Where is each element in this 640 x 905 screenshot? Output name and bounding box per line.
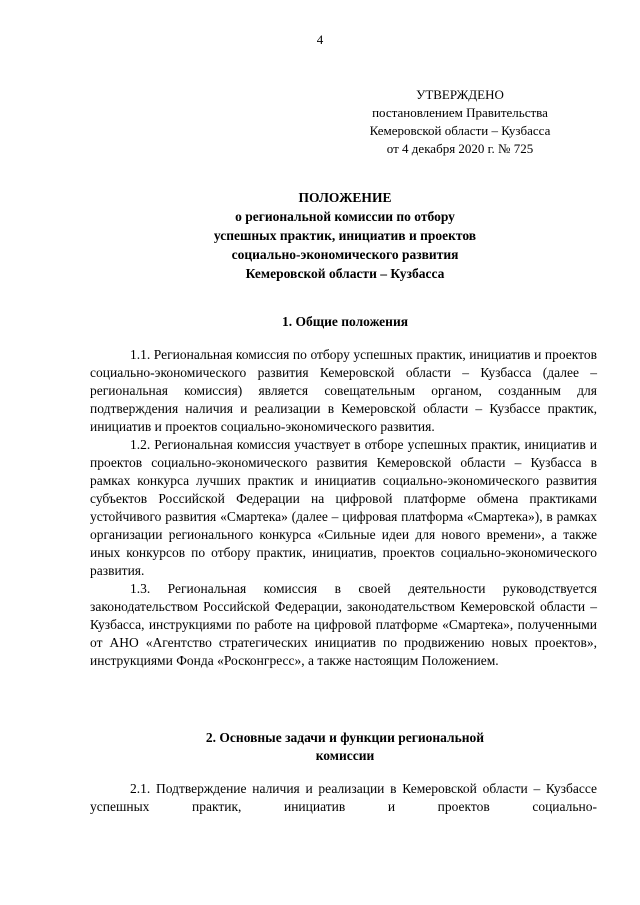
document-title-line: ПОЛОЖЕНИЕ xyxy=(298,190,392,205)
paragraph-1-2: 1.2. Региональная комиссия участвует в отборе успешных практик, инициатив и проектов социально-экономического развития Кемеровской области – Кузбасса в рамках конкурса лучших практик и инициатив социально-экономического развития субъектов Российской Федерации на цифровой платформе обмена практиками устойчивого развития «Смартека» (далее – цифровая платформа «Смартека»), в рамках организации регионального конкурса «Сильные идеи для нового времени», а также иных конкурсов по отбору практик, инициатив, проектов социально-экономического развития. xyxy=(90,437,597,578)
approval-stamp xyxy=(330,86,590,158)
approval-line: постановлением Правительства xyxy=(372,105,548,120)
section-heading-line: комиссии xyxy=(315,748,375,763)
section-heading-1 xyxy=(90,313,600,331)
approval-line: Кемеровской области – Кузбасса xyxy=(369,123,551,138)
section-heading-2 xyxy=(90,729,600,765)
section-heading-line: 2. Основные задачи и функции региональной xyxy=(205,730,485,745)
approval-heading: УТВЕРЖДЕНО xyxy=(416,87,504,102)
section-1-body xyxy=(90,346,597,670)
document-title-line: о региональной комиссии по отбору xyxy=(235,209,455,224)
section-2-body xyxy=(90,780,597,816)
approval-date-line: от 4 декабря 2020 г. № 725 xyxy=(386,141,534,156)
page-number: 4 xyxy=(316,32,324,47)
section-heading-line: 1. Общие положения xyxy=(281,314,409,329)
document-title-line: социально-экономического развития xyxy=(231,247,459,262)
document-title xyxy=(90,188,600,283)
paragraph-1-1: 1.1. Региональная комиссия по отбору успешных практик, инициатив и проектов социально-экономического развития Кемеровской области – Кузбасса (далее – региональная комиссия) является совещательным органом, созданным для подтверждения наличия и реализации в Кемеровской области – Кузбассе практик, инициатив и проектов социально-экономического развития. xyxy=(90,347,597,434)
document-title-line: Кемеровской области – Кузбасса xyxy=(245,266,445,281)
paragraph-1-3: 1.3. Региональная комиссия в своей деятельности руководствуется законодательством Российской Федерации, законодательством Кемеровской области – Кузбасса, инструкциями по работе на цифровой платформе «Смартека», полученными от АНО «Агентство стратегических инициатив по продвижению новых проектов», инструкциями Фонда «Росконгресс», а также настоящим Положением. xyxy=(90,581,597,668)
paragraph-2-1: 2.1. Подтверждение наличия и реализации в Кемеровской области – Кузбассе успешных практик, инициатив и проектов социально- xyxy=(90,781,597,814)
document-title-line: успешных практик, инициатив и проектов xyxy=(213,228,477,243)
